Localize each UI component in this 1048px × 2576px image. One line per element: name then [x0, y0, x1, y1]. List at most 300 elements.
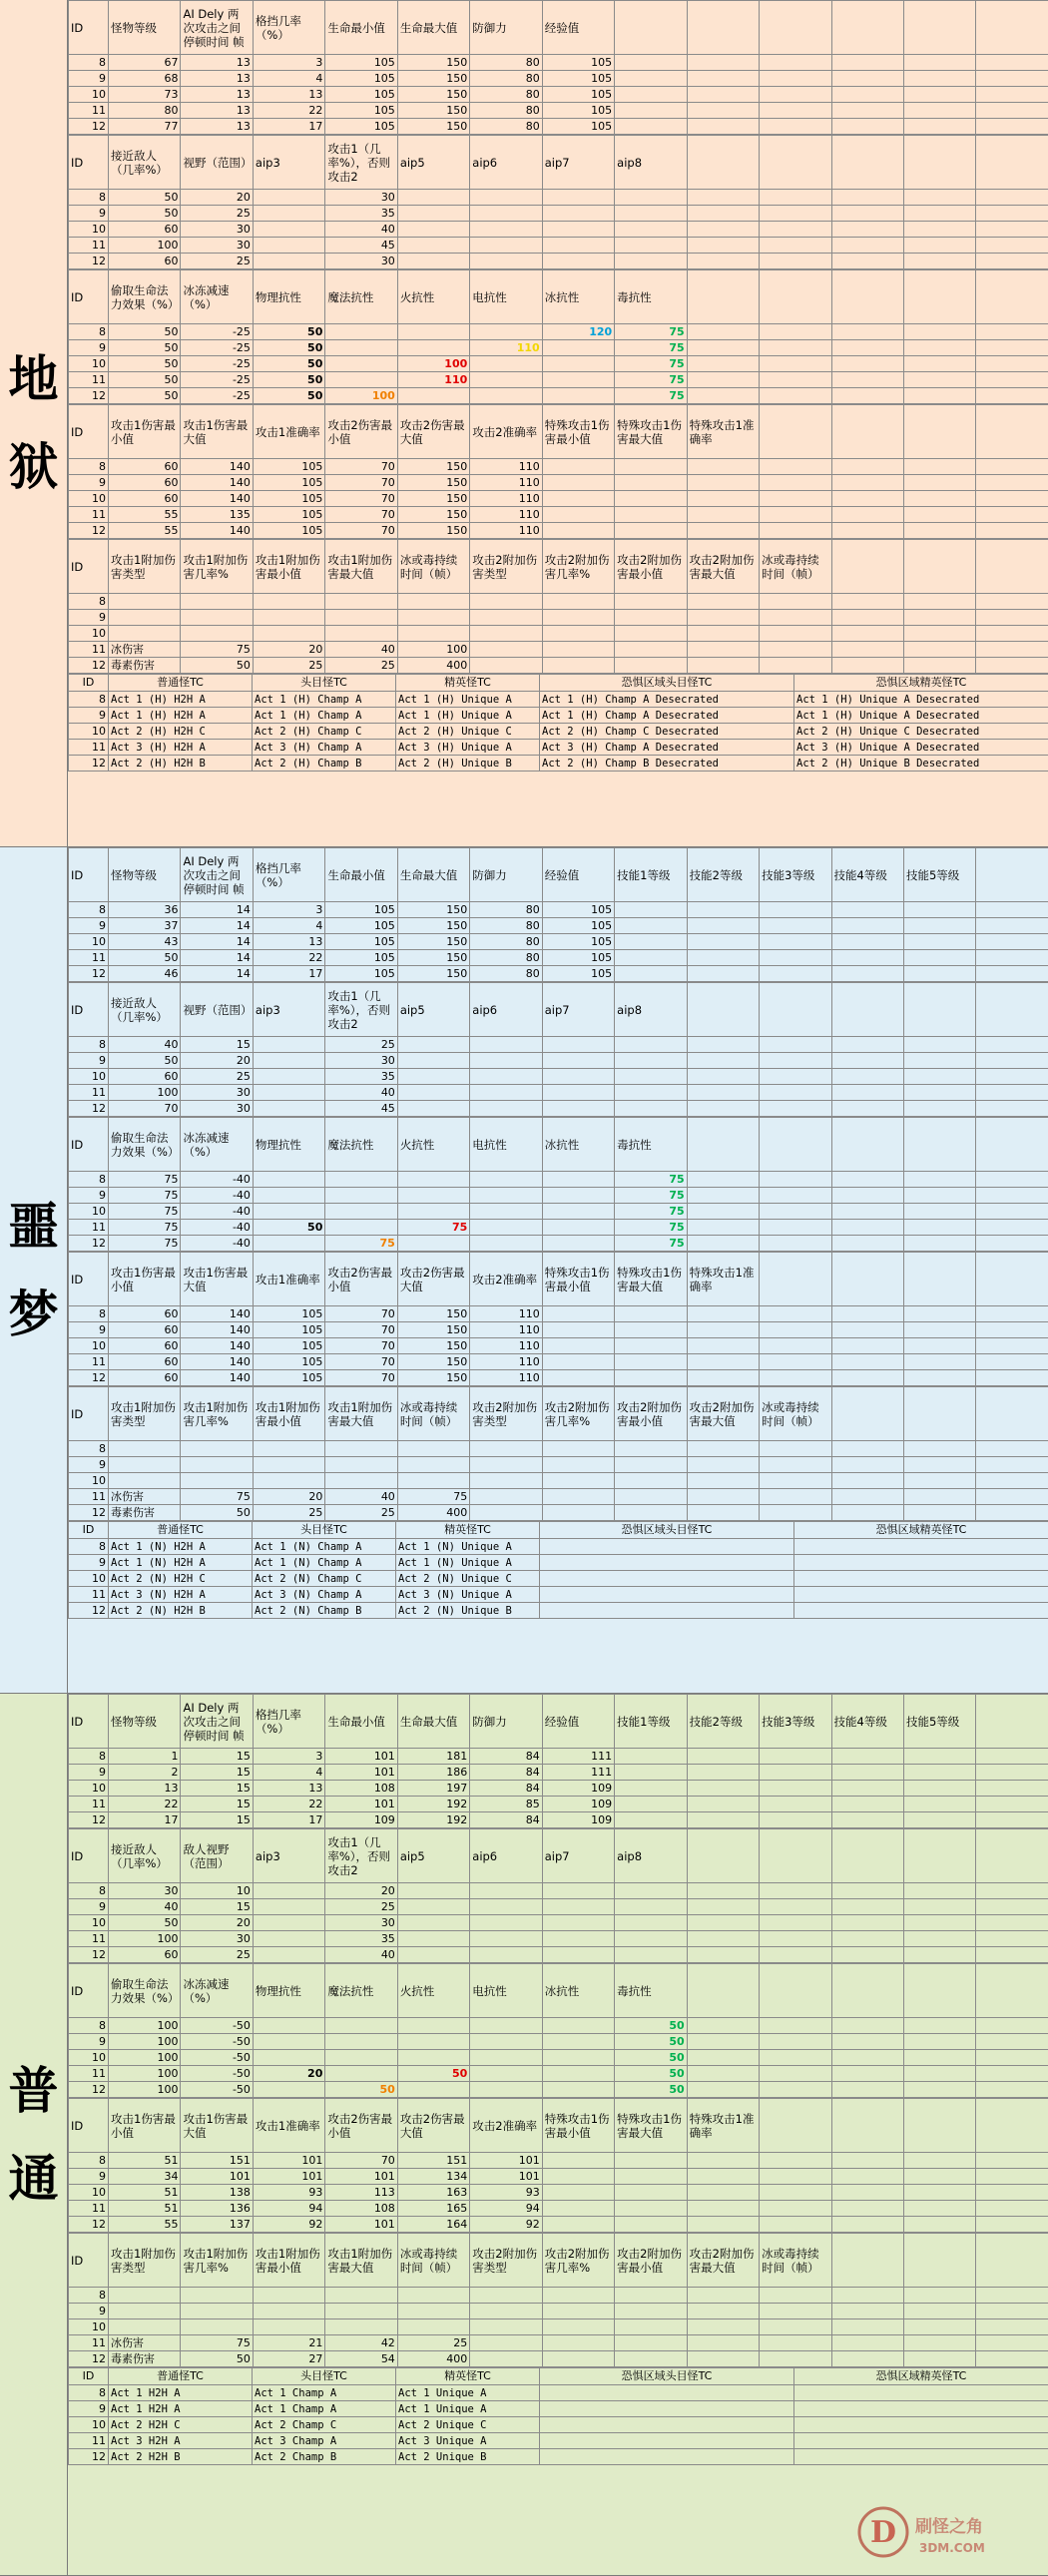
table-cell: 105	[325, 71, 397, 87]
table-cell: 75	[615, 388, 687, 404]
table-cell	[470, 1220, 542, 1236]
table-cell: 80	[470, 55, 542, 71]
table-cell	[109, 1473, 181, 1489]
table-cell	[253, 2304, 324, 2319]
header-cell	[903, 2099, 975, 2153]
table-cell	[615, 1053, 687, 1069]
tc-cell: Act 1 (H) H2H A	[109, 692, 253, 708]
header-cell: 经验值	[542, 1695, 614, 1749]
table-cell	[615, 1505, 687, 1521]
table-cell	[687, 119, 759, 135]
stat-table	[68, 1694, 1048, 1828]
table-row	[69, 2217, 1048, 2233]
table-cell: 50	[615, 2066, 687, 2082]
table-cell	[470, 1188, 542, 1204]
header-cell: 攻击2附加伤害最大值	[687, 1387, 759, 1441]
table-cell	[831, 1069, 903, 1085]
table-cell	[760, 658, 831, 674]
table-cell	[253, 610, 324, 626]
table-cell: 80	[470, 119, 542, 135]
table-cell: 8	[69, 2018, 109, 2034]
table-row	[69, 2351, 1048, 2367]
table-cell	[903, 206, 975, 222]
header-cell: 格挡几率（%）	[253, 1, 324, 55]
table-cell: 105	[542, 950, 614, 966]
table-cell	[976, 934, 1048, 950]
table-cell	[831, 1338, 903, 1354]
tc-cell: 11	[69, 2433, 109, 2449]
table-cell	[903, 1322, 975, 1338]
table-cell	[542, 507, 614, 523]
header-cell: ID	[69, 1695, 109, 1749]
table-cell	[687, 1915, 759, 1931]
table-cell	[687, 2034, 759, 2050]
table-cell	[687, 103, 759, 119]
table-cell	[253, 1473, 324, 1489]
table-cell: 27	[253, 2351, 324, 2367]
table-cell: 101	[253, 2153, 324, 2169]
table-row	[69, 1037, 1048, 1053]
table-cell: 60	[109, 475, 181, 491]
table-cell: 4	[253, 918, 324, 934]
table-cell	[760, 1220, 831, 1236]
table-cell: 150	[397, 475, 469, 491]
table-cell: 110	[470, 1370, 542, 1386]
table-cell: 140	[181, 459, 253, 475]
table-cell	[687, 1947, 759, 1963]
table-cell	[687, 2050, 759, 2066]
table-cell	[615, 918, 687, 934]
table-cell: 105	[325, 55, 397, 71]
table-cell	[325, 2018, 397, 2034]
table-cell: 55	[109, 2217, 181, 2233]
table-cell	[976, 902, 1048, 918]
table-row	[69, 1338, 1048, 1354]
table-cell	[615, 206, 687, 222]
table-cell: 181	[397, 1749, 469, 1765]
table-cell: 13	[253, 934, 324, 950]
table-cell	[615, 1797, 687, 1812]
table-cell	[831, 206, 903, 222]
header-cell: 技能2等级	[687, 848, 759, 902]
table-cell: 22	[253, 950, 324, 966]
table-cell	[181, 2304, 253, 2319]
table-row	[69, 523, 1048, 539]
table-cell	[181, 610, 253, 626]
table-cell: 100	[109, 2082, 181, 2098]
table-cell	[253, 1915, 324, 1931]
table-cell	[615, 1473, 687, 1489]
table-cell	[831, 2304, 903, 2319]
table-cell: 50	[325, 2082, 397, 2098]
header-cell: ID	[69, 540, 109, 594]
table-cell	[903, 388, 975, 404]
table-cell: 51	[109, 2153, 181, 2169]
tc-header-cell: ID	[69, 2368, 109, 2385]
table-row	[69, 2169, 1048, 2185]
table-row	[69, 206, 1048, 222]
table-cell: 138	[181, 2185, 253, 2201]
header-cell	[903, 540, 975, 594]
table-cell	[470, 206, 542, 222]
table-cell: 15	[181, 1812, 253, 1828]
table-cell	[687, 222, 759, 238]
tc-cell	[540, 2433, 794, 2449]
table-cell	[831, 2185, 903, 2201]
table-cell	[325, 594, 397, 610]
table-cell	[976, 475, 1048, 491]
table-cell	[109, 2319, 181, 2335]
table-row	[69, 2201, 1048, 2217]
table-cell: 94	[470, 2201, 542, 2217]
table-cell	[976, 71, 1048, 87]
table-cell: 20	[253, 642, 324, 658]
table-cell	[615, 1489, 687, 1505]
table-cell	[831, 1085, 903, 1101]
header-cell: 生命最大值	[397, 848, 469, 902]
table-cell	[542, 459, 614, 475]
table-cell: 8	[69, 324, 109, 340]
table-cell: 4	[253, 1765, 324, 1781]
table-cell	[542, 523, 614, 539]
table-cell	[253, 2082, 324, 2098]
table-cell: 70	[325, 459, 397, 475]
table-row	[69, 950, 1048, 966]
header-cell: 攻击2伤害最大值	[397, 2099, 469, 2153]
table-cell: 8	[69, 1306, 109, 1322]
table-cell: 9	[69, 1765, 109, 1781]
table-cell	[470, 2304, 542, 2319]
header-cell: 冰冻减速（%）	[181, 1964, 253, 2018]
header-cell: aip3	[253, 983, 324, 1037]
table-row	[69, 356, 1048, 372]
table-cell	[470, 2050, 542, 2066]
table-cell: -50	[181, 2082, 253, 2098]
table-row	[69, 902, 1048, 918]
header-cell: 技能1等级	[615, 848, 687, 902]
header-cell	[831, 1, 903, 55]
table-cell: 150	[397, 119, 469, 135]
tc-cell	[540, 2449, 794, 2465]
table-cell	[253, 1441, 324, 1457]
header-cell: 攻击2附加伤害类型	[470, 2234, 542, 2288]
table-cell	[325, 2288, 397, 2304]
table-cell: 109	[542, 1812, 614, 1828]
header-cell: 特殊攻击1伤害最小值	[542, 1253, 614, 1306]
table-cell	[976, 1236, 1048, 1252]
table-cell	[831, 507, 903, 523]
table-cell	[470, 1489, 542, 1505]
table-cell	[903, 2034, 975, 2050]
table-cell: 11	[69, 1354, 109, 1370]
tc-cell: Act 2 (N) H2H B	[109, 1603, 253, 1619]
table-cell	[470, 1069, 542, 1085]
header-cell: ID	[69, 136, 109, 190]
table-cell	[397, 2018, 469, 2034]
table-row	[69, 2319, 1048, 2335]
table-cell	[181, 626, 253, 642]
table-cell	[615, 2319, 687, 2335]
table-cell	[760, 190, 831, 206]
table-cell	[903, 1306, 975, 1322]
table-cell: 11	[69, 1931, 109, 1947]
table-cell: 43	[109, 934, 181, 950]
table-cell	[542, 2050, 614, 2066]
table-cell: 151	[397, 2153, 469, 2169]
section-body	[68, 0, 1048, 846]
table-cell	[976, 1204, 1048, 1220]
difficulty-label	[0, 847, 68, 1693]
table-cell	[542, 594, 614, 610]
table-cell: 毒素伤害	[109, 1505, 181, 1521]
table-cell: 13	[253, 1781, 324, 1797]
header-cell: 物理抗性	[253, 1118, 324, 1172]
header-row	[69, 1964, 1048, 2018]
table-cell	[542, 626, 614, 642]
table-cell	[831, 1354, 903, 1370]
table-cell	[760, 642, 831, 658]
table-cell: 21	[253, 2335, 324, 2351]
table-cell: 50	[253, 388, 324, 404]
table-cell	[687, 918, 759, 934]
table-cell	[760, 1947, 831, 1963]
header-cell: 接近敌人（几率%）	[109, 983, 181, 1037]
table-cell: 11	[69, 1085, 109, 1101]
header-cell	[760, 1829, 831, 1883]
tc-cell	[794, 1603, 1048, 1619]
table-cell	[976, 1781, 1048, 1797]
table-cell: 50	[109, 324, 181, 340]
table-cell	[615, 1457, 687, 1473]
header-cell: 特殊攻击1伤害最大值	[615, 405, 687, 459]
table-cell: 11	[69, 2066, 109, 2082]
table-cell: 11	[69, 1489, 109, 1505]
table-cell: 150	[397, 71, 469, 87]
table-cell	[831, 459, 903, 475]
table-cell	[976, 2304, 1048, 2319]
table-cell: 12	[69, 119, 109, 135]
header-cell: 攻击1（几率%），否则攻击2	[325, 136, 397, 190]
header-cell: 攻击2附加伤害最大值	[687, 2234, 759, 2288]
table-cell	[615, 71, 687, 87]
tc-row	[69, 2417, 1048, 2433]
table-cell	[325, 372, 397, 388]
table-cell	[542, 1931, 614, 1947]
tc-cell: Act 2 (H) H2H B	[109, 756, 253, 772]
table-cell	[903, 2082, 975, 2098]
table-cell	[687, 2066, 759, 2082]
difficulty-label-char: 梦	[8, 1284, 59, 1343]
header-cell	[831, 1253, 903, 1306]
tc-cell: Act 3 Champ A	[253, 2433, 396, 2449]
table-cell: 105	[542, 918, 614, 934]
table-cell: 20	[181, 190, 253, 206]
table-cell	[687, 1473, 759, 1489]
tc-cell: 8	[69, 2385, 109, 2401]
table-cell	[253, 1204, 324, 1220]
table-cell	[253, 190, 324, 206]
table-cell	[687, 1931, 759, 1947]
table-cell: 37	[109, 918, 181, 934]
table-cell	[397, 1236, 469, 1252]
table-cell: 75	[181, 1489, 253, 1505]
table-cell	[831, 2201, 903, 2217]
table-cell	[687, 523, 759, 539]
table-cell: 20	[181, 1915, 253, 1931]
table-cell: 84	[470, 1765, 542, 1781]
table-cell	[831, 2066, 903, 2082]
table-cell	[470, 2351, 542, 2367]
table-cell	[831, 103, 903, 119]
tc-row	[69, 724, 1048, 740]
table-cell	[903, 491, 975, 507]
header-cell: 毒抗性	[615, 270, 687, 324]
table-cell	[760, 2153, 831, 2169]
table-cell: 75	[615, 1172, 687, 1188]
table-cell	[615, 1085, 687, 1101]
table-cell: 400	[397, 658, 469, 674]
header-cell: 攻击2附加伤害类型	[470, 540, 542, 594]
tc-header-cell: 恐惧区域头目怪TC	[540, 2368, 794, 2385]
table-cell	[253, 1085, 324, 1101]
table-cell	[542, 2201, 614, 2217]
tc-cell	[794, 1571, 1048, 1587]
table-cell: 10	[69, 2319, 109, 2335]
table-cell	[903, 1441, 975, 1457]
table-cell	[325, 2304, 397, 2319]
header-cell: 攻击1伤害最大值	[181, 1253, 253, 1306]
table-cell: 80	[470, 87, 542, 103]
tc-cell: Act 1 (H) Champ A Desecrated	[540, 692, 794, 708]
table-cell	[760, 1204, 831, 1220]
table-cell	[687, 1220, 759, 1236]
table-cell: 140	[181, 1370, 253, 1386]
table-cell: 105	[542, 55, 614, 71]
table-cell: 14	[181, 934, 253, 950]
difficulty-section	[0, 1694, 1048, 2576]
table-cell	[831, 222, 903, 238]
table-cell: 20	[253, 2066, 324, 2082]
table-cell: -25	[181, 388, 253, 404]
table-cell: 84	[470, 1781, 542, 1797]
table-row	[69, 2335, 1048, 2351]
table-cell	[760, 594, 831, 610]
table-cell	[760, 2185, 831, 2201]
table-cell	[687, 190, 759, 206]
table-cell	[903, 1473, 975, 1489]
tc-cell: 10	[69, 2417, 109, 2433]
table-row	[69, 918, 1048, 934]
table-cell	[615, 934, 687, 950]
table-cell	[397, 1899, 469, 1915]
table-cell	[542, 1473, 614, 1489]
table-cell	[397, 324, 469, 340]
table-cell: 80	[470, 966, 542, 982]
header-cell	[903, 1964, 975, 2018]
table-cell	[542, 238, 614, 254]
header-cell: 特殊攻击1伤害最小值	[542, 2099, 614, 2153]
table-cell	[903, 324, 975, 340]
table-row	[69, 2082, 1048, 2098]
table-cell: 40	[325, 1489, 397, 1505]
table-cell: 30	[181, 1101, 253, 1117]
table-cell	[470, 642, 542, 658]
table-cell: 12	[69, 1101, 109, 1117]
table-cell	[687, 2201, 759, 2217]
header-cell: aip5	[397, 983, 469, 1037]
table-cell	[760, 340, 831, 356]
table-cell	[397, 1101, 469, 1117]
table-cell	[976, 388, 1048, 404]
tc-cell	[794, 1555, 1048, 1571]
header-cell: 冰或毒持续时间（帧）	[397, 2234, 469, 2288]
header-cell: aip7	[542, 983, 614, 1037]
header-cell: 生命最小值	[325, 1695, 397, 1749]
table-cell	[831, 1457, 903, 1473]
table-cell	[976, 2169, 1048, 2185]
table-cell	[542, 1085, 614, 1101]
table-cell: 12	[69, 523, 109, 539]
header-cell: 攻击2伤害最小值	[325, 405, 397, 459]
table-cell: -40	[181, 1188, 253, 1204]
table-cell: 25	[181, 206, 253, 222]
header-row	[69, 2099, 1048, 2153]
table-row	[69, 2034, 1048, 2050]
table-cell	[470, 626, 542, 642]
table-cell	[760, 1306, 831, 1322]
header-cell: 技能3等级	[760, 848, 831, 902]
table-cell: 192	[397, 1797, 469, 1812]
table-cell: 9	[69, 2169, 109, 2185]
table-cell	[760, 1812, 831, 1828]
table-cell: 197	[397, 1781, 469, 1797]
table-cell	[903, 1354, 975, 1370]
table-cell	[760, 103, 831, 119]
header-cell: 冰或毒持续时间（帧）	[760, 1387, 831, 1441]
table-cell: 60	[109, 222, 181, 238]
table-cell	[253, 1457, 324, 1473]
table-cell	[397, 1457, 469, 1473]
table-cell	[470, 1037, 542, 1053]
table-cell	[903, 2018, 975, 2034]
table-cell: 30	[181, 238, 253, 254]
table-cell	[760, 1473, 831, 1489]
table-cell	[615, 2351, 687, 2367]
table-cell: 60	[109, 1370, 181, 1386]
tc-cell: Act 1 H2H A	[109, 2385, 253, 2401]
table-cell	[903, 2351, 975, 2367]
table-cell	[325, 2319, 397, 2335]
table-cell	[976, 254, 1048, 269]
header-cell: 电抗性	[470, 1118, 542, 1172]
header-cell	[903, 136, 975, 190]
table-cell	[903, 1505, 975, 1521]
table-cell	[687, 491, 759, 507]
table-cell	[976, 2335, 1048, 2351]
table-cell	[253, 1101, 324, 1117]
header-cell	[687, 1, 759, 55]
table-cell	[253, 2050, 324, 2066]
header-cell: 攻击1准确率	[253, 1253, 324, 1306]
header-cell: ID	[69, 405, 109, 459]
table-cell: 105	[542, 934, 614, 950]
table-cell: -50	[181, 2018, 253, 2034]
table-cell	[253, 626, 324, 642]
table-cell: 100	[109, 1085, 181, 1101]
table-cell: 毒素伤害	[109, 2351, 181, 2367]
table-row	[69, 1473, 1048, 1489]
table-cell: 10	[69, 1069, 109, 1085]
